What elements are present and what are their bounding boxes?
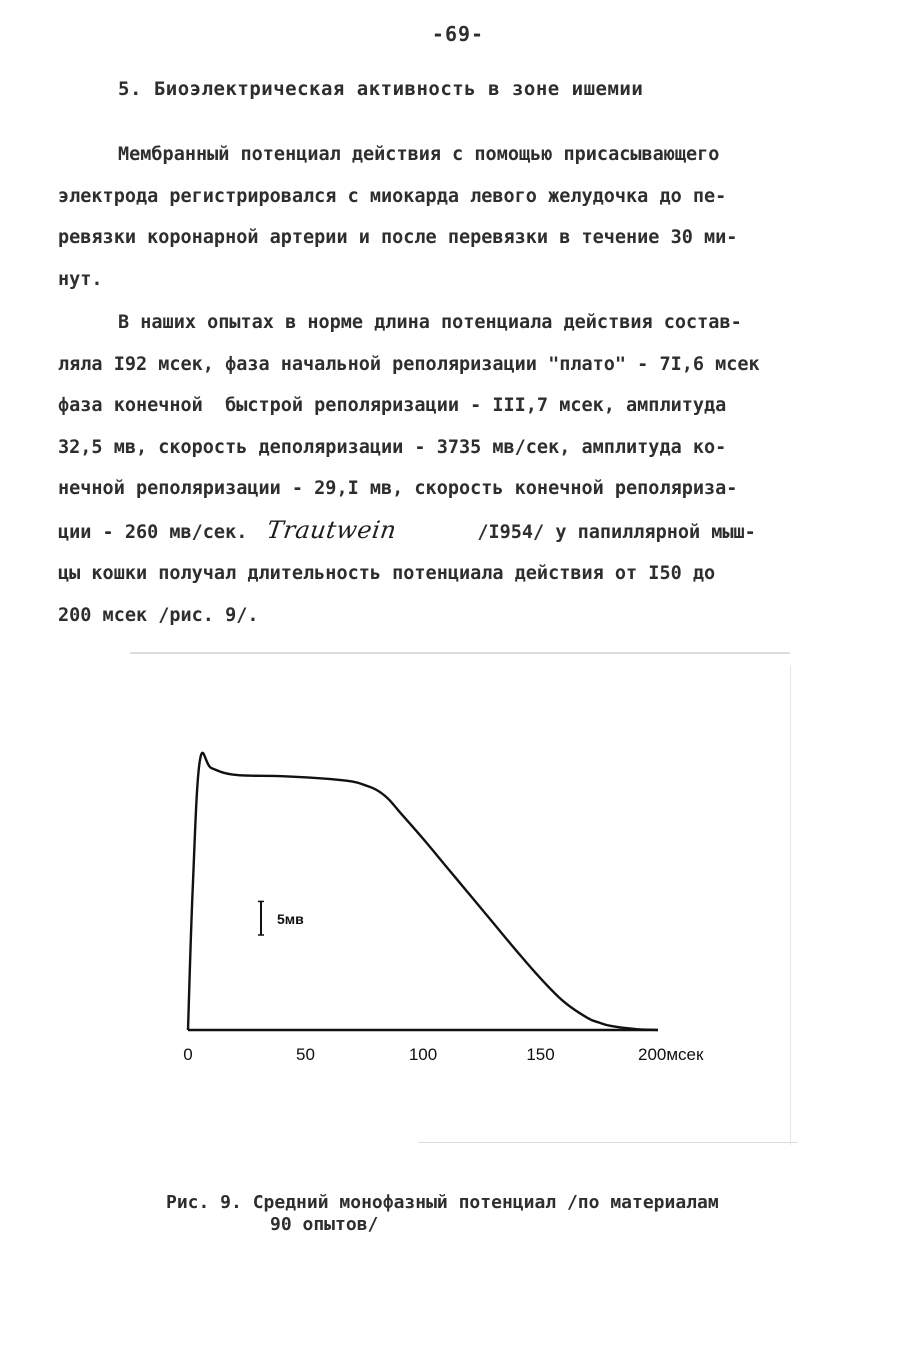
x-tick-label: 150 [526,1045,555,1064]
x-tick-label: 200мсек [638,1045,704,1064]
text-line: 32,5 мв, скорость деполяризации - 3735 мв/сек, амплитуда ко- [58,436,727,458]
text-line: фаза конечной быстрой реполяризации - III,7 мсек, амплитуда [58,395,727,416]
handwritten-author-name: Trautwein [265,515,399,544]
text-line: цы кошки получал длительность потенциала действия от I50 до [58,563,716,584]
text-fragment: /I954/ у папиллярной мыш- [477,521,756,543]
text-line-with-citation [58,510,870,554]
text-line: ляла I92 мсек, фаза начальной реполяризации "плато" - 7I,6 мсек [58,353,760,375]
text-fragment: ции - 260 мв/сек. [58,521,248,543]
paragraph-results [58,302,870,636]
x-tick-label: 100 [408,1045,438,1064]
text-line: нут. [58,268,103,290]
text-line: ревязки коронарной артерии и после перевязки в течение 30 ми- [58,227,738,248]
section-heading: 5. Биоэлектрическая активность в зоне ишемии [118,78,644,100]
text-line: Мембранный потенциал действия с помощью присасывающего [118,144,720,165]
caption-line: 90 опытов/ [270,1214,379,1235]
figure-top-border [130,652,790,654]
series-line [188,753,658,1030]
text-line: электрода регистрировался с миокарда левого желудочка до пе- [58,185,727,207]
paragraph-membrane-potential [58,134,870,300]
figure-right-border [790,665,791,1145]
figure-bottom-border [418,1142,798,1143]
text-line: нечной реполяризации - 29,I мв, скорость конечной реполяриза- [58,478,738,499]
text-line: В наших опытах в норме длина потенциала действия состав- [118,312,742,333]
x-tick-label: 50 [296,1045,315,1064]
page-number: -69- [431,22,485,46]
figure-caption [166,1192,719,1236]
scale-bar-label: 5мв [277,911,304,928]
x-tick-label: 0 [183,1045,193,1064]
text-line: 200 мсек /рис. 9/. [58,604,259,626]
caption-line: Рис. 9. Средний монофазный потенциал /по материалам [166,1192,719,1213]
action-potential-chart [150,690,770,1080]
